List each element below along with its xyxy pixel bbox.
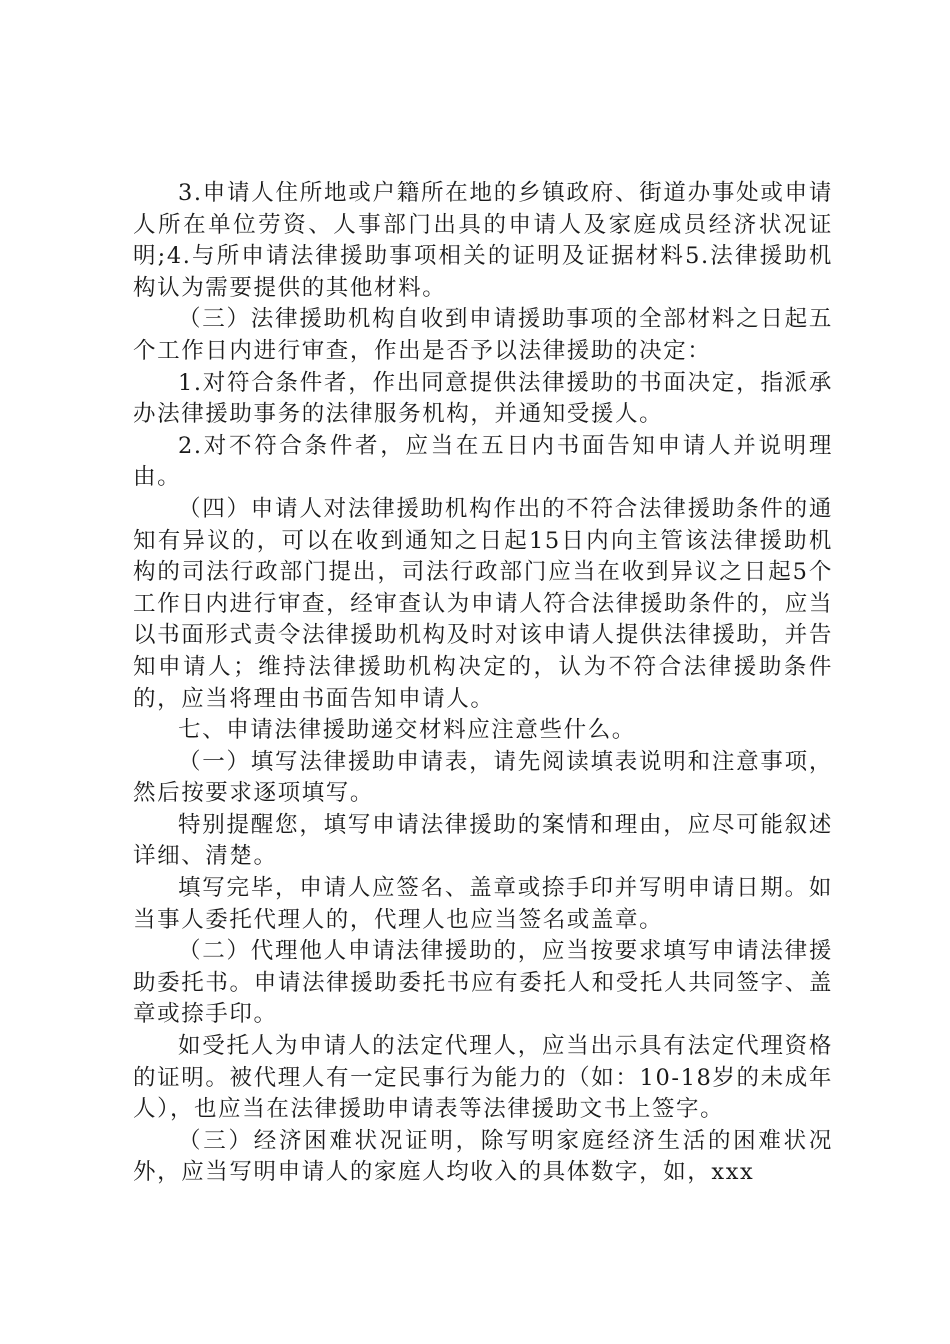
paragraph-materials-list: 3.申请人住所地或户籍所在地的乡镇政府、街道办事处或申请人所在单位劳资、人事部门出具的申请人及家庭成员经济状况证明;4.与所申请法律援助事项相关的证明及证据材料5.法律援助机构认为需要提供的其他材料。 xyxy=(133,180,833,301)
paragraph-legal-representative: 如受托人为申请人的法定代理人，应当出示具有法定代理资格的证明。被代理人有一定民事行为能力的（如：10-18岁的未成年人），也应当在法律援助申请表等法律援助文书上签字。 xyxy=(133,1033,833,1123)
paragraph-objection: （四）申请人对法律援助机构作出的不符合法律援助条件的通知有异议的，可以在收到通知之日起15日内向主管该法律援助机构的司法行政部门提出，司法行政部门应当在收到异议之日起5个工作日内进行审查，经审查认为申请人符合法律援助条件的，应当以书面形式责令法律援助机构及时对该申请人提供法律援助，并告知申请人；维持法律援助机构决定的，认为不符合法律援助条件的，应当将理由书面告知申请人。 xyxy=(133,495,833,712)
paragraph-approval: 1.对符合条件者，作出同意提供法律援助的书面决定，指派承办法律援助事务的法律服务机构，并通知受援人。 xyxy=(133,369,833,428)
paragraph-review-period: （三）法律援助机构自收到申请援助事项的全部材料之日起五个工作日内进行审查，作出是否予以法律援助的决定： xyxy=(133,306,833,364)
paragraph-proxy: （二）代理他人申请法律援助的，应当按要求填写申请法律援助委托书。申请法律援助委托书应有委托人和受托人共同签字、盖章或捺手印。 xyxy=(133,938,833,1028)
paragraph-reminder: 特别提醒您，填写申请法律援助的案情和理由，应尽可能叙述详细、清楚。 xyxy=(133,811,833,870)
paragraph-signature: 填写完毕，申请人应签名、盖章或捺手印并写明申请日期。如当事人委托代理人的，代理人也应当签名或盖章。 xyxy=(133,875,833,933)
paragraph-economic-proof: （三）经济困难状况证明，除写明家庭经济生活的困难状况外，应当写明申请人的家庭人均收入的具体数字，如，xxx xyxy=(133,1127,833,1186)
paragraph-rejection: 2.对不符合条件者，应当在五日内书面告知申请人并说明理由。 xyxy=(133,432,833,491)
section-heading-notes: 七、申请法律援助递交材料应注意些什么。 xyxy=(178,717,636,744)
document-body xyxy=(133,178,833,1189)
paragraph-fill-form: （一）填写法律援助申请表，请先阅读填表说明和注意事项，然后按要求逐项填写。 xyxy=(133,748,833,807)
